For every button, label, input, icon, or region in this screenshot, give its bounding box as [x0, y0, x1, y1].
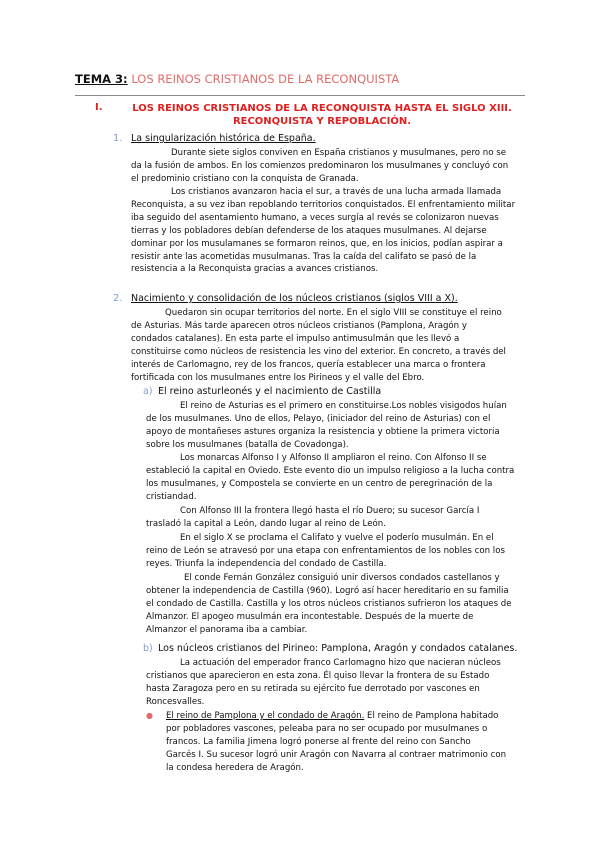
paragraph: [146, 532, 505, 571]
bullet-text: El reino de Pamplona habitado: [364, 711, 499, 721]
text-line: Garcés I. Su sucesor logró unir Aragón con Navarra al contraer matrimonio con: [166, 749, 507, 760]
tema-label: TEMA 3:: [75, 72, 128, 86]
text-line: Los monarcas Alfonso I y Alfonso II ampliaron el reino. Con Alfonso II se: [180, 453, 487, 463]
text-line: El reino de Asturias es el primero en constituirse.Los nobles visigodos huían: [180, 401, 507, 411]
text-line: constituirse como núcleos de resistencia les vino del exterior. En concreto, a través del: [131, 346, 506, 357]
text-line: Almanzor el panorama iba a cambiar.: [146, 624, 308, 635]
text-line: por pobladores vascones, peleaba para no ser ocupado por musulmanes o: [166, 723, 488, 734]
paragraph: [166, 710, 506, 775]
text-line: fortificada con los musulmanes entre los Pirineos y el valle del Ebro.: [131, 372, 425, 383]
text-line: La actuación del emperador franco Carlomagno hizo que nacieran núcleos: [180, 658, 501, 668]
text-line: Durante siete siglos conviven en España cristianos y musulmanes, pero no se: [171, 148, 507, 158]
text-line: reino de León se atravesó por una etapa con enfrentamientos de los nobles con los: [146, 545, 505, 556]
text-line: Almanzor. El apogeo musulmán era incontestable. Después de la muerte de: [146, 611, 474, 622]
text-line: da la fusión de ambos. En los comienzos predominaron los musulmanes y concluyó con: [131, 160, 509, 171]
paragraph: [146, 505, 479, 531]
text-line: apoyo de montañeses astures organiza la resistencia y obtiene la primera victoria: [146, 426, 500, 437]
text-line: reyes. Triunfa la independencia del condado de Castilla.: [146, 558, 387, 569]
section-title: [122, 102, 522, 128]
subsection-number: 1.: [113, 133, 123, 144]
text-line: cristiandad.: [146, 491, 197, 502]
text-line: de los musulmanes. Uno de ellos, Pelayo, (iniciador del reino de Asturias) con el: [146, 413, 491, 424]
text-line: resistir ante las acometidas musulmanas. Tras la caída del califato se pasó de la: [131, 251, 477, 262]
tema-title: LOS REINOS CRISTIANOS DE LA RECONQUISTA: [131, 72, 400, 86]
subsection-letter: a): [143, 386, 153, 397]
subsection-title: El reino asturleonés y el nacimiento de Castilla: [158, 386, 382, 397]
subsection-letter: b): [143, 643, 153, 654]
text-line: cristianos que aparecieron en esta zona. Él quiso llevar la frontera de su Estado: [146, 670, 490, 681]
paragraph: [146, 657, 501, 709]
text-line: Roncesvalles.: [146, 696, 205, 707]
bullet-icon: ●: [146, 711, 153, 720]
text-line: Quedaron sin ocupar territorios del norte. En el siglo VIII se constituye el reino: [165, 308, 502, 318]
text-line: la condesa heredera de Aragón.: [166, 762, 304, 773]
text-line: Reconquista, a su vez iban repoblando territorios conquistados. El enfrentamiento militar: [131, 199, 516, 210]
subsection-heading: La singularización histórica de España.: [131, 133, 316, 144]
section-title-line: RECONQUISTA Y REPOBLACIÓN.: [232, 116, 412, 127]
text-line: dominar por los musulamanes se formaron reinos, que, en los inicios, podían aspirar a: [131, 238, 503, 249]
paragraph: [146, 572, 512, 637]
subsection-heading: Nacimiento y consolidación de los núcleos cristianos (siglos VIII a X).: [131, 293, 458, 304]
text-line: tierras y los pobladores debían defenderse de los ataques musulmanes. Al dejarse: [131, 225, 487, 236]
text-line: francos. La familia Jimena logró ponerse al frente del reino con Sancho: [166, 736, 471, 747]
paragraph: [131, 186, 515, 276]
subsection-number: 2.: [113, 293, 123, 304]
subsection-title: Los núcleos cristianos del Pirineo: Pamplona, Aragón y condados catalanes.: [158, 643, 518, 654]
text-line: Los cristianos avanzaron hacia el sur, a través de una lucha armada llamada: [171, 187, 502, 197]
text-line: iba seguido del asentamiento humano, a veces surgía al revés se colonizaron nuevas: [131, 212, 499, 223]
text-line: interés de Carlomagno, rey de los francos, quería establecer una marca o frontera: [131, 359, 486, 370]
tema-heading: [75, 72, 399, 86]
section-title-line: LOS REINOS CRISTIANOS DE LA RECONQUISTA HASTA EL SIGLO XIII.: [132, 103, 512, 114]
section-number: I.: [95, 102, 103, 113]
text-line: [166, 710, 506, 723]
text-line: Con Alfonso III la frontera llegó hasta el río Duero; su sucesor García I: [180, 506, 480, 516]
text-line: los musulmanes, y Compostela se convierte en un centro de peregrinación de la: [146, 478, 493, 489]
text-line: el predominio cristiano con la conquista de Granada.: [131, 173, 359, 184]
paragraph: [146, 400, 507, 452]
paragraph: [131, 307, 506, 384]
bullet-lead: El reino de Pamplona y el condado de Aragón.: [166, 711, 365, 721]
text-line: sobre los musulmanes (batalla de Covadonga).: [146, 439, 349, 450]
text-line: estableció la capital en Oviedo. Este evento dio un impulso religioso a la lucha contra: [146, 465, 515, 476]
text-line: condados catalanes). En esta parte el impulso antimusulmán que les llevó a: [131, 333, 460, 344]
text-line: de Asturias. Más tarde aparecen otros núcleos cristianos (Pamplona, Aragón y: [131, 320, 467, 331]
text-line: el condado de Castilla. Castilla y los otros núcleos cristianos sufrieron los ataques de: [146, 598, 512, 609]
text-line: hasta Zaragoza pero en su retirada su ejército fue derrotado por vascones en: [146, 683, 480, 694]
text-line: El conde Fernán González consiguió unir diversos condados castellanos y: [184, 573, 500, 583]
paragraph: [131, 147, 508, 186]
text-line: trasladó la capital a León, dando lugar al reino de León.: [146, 518, 386, 529]
text-line: En el siglo X se proclama el Califato y vuelve el poderío musulmán. En el: [180, 533, 494, 543]
paragraph: [146, 452, 514, 504]
heading-divider: [75, 95, 525, 96]
text-line: obtener la independencia de Castilla (960). Logró así hacer hereditario en su familia: [146, 585, 509, 596]
text-line: resistencia a la Reconquista gracias a avances cristianos.: [131, 264, 379, 275]
